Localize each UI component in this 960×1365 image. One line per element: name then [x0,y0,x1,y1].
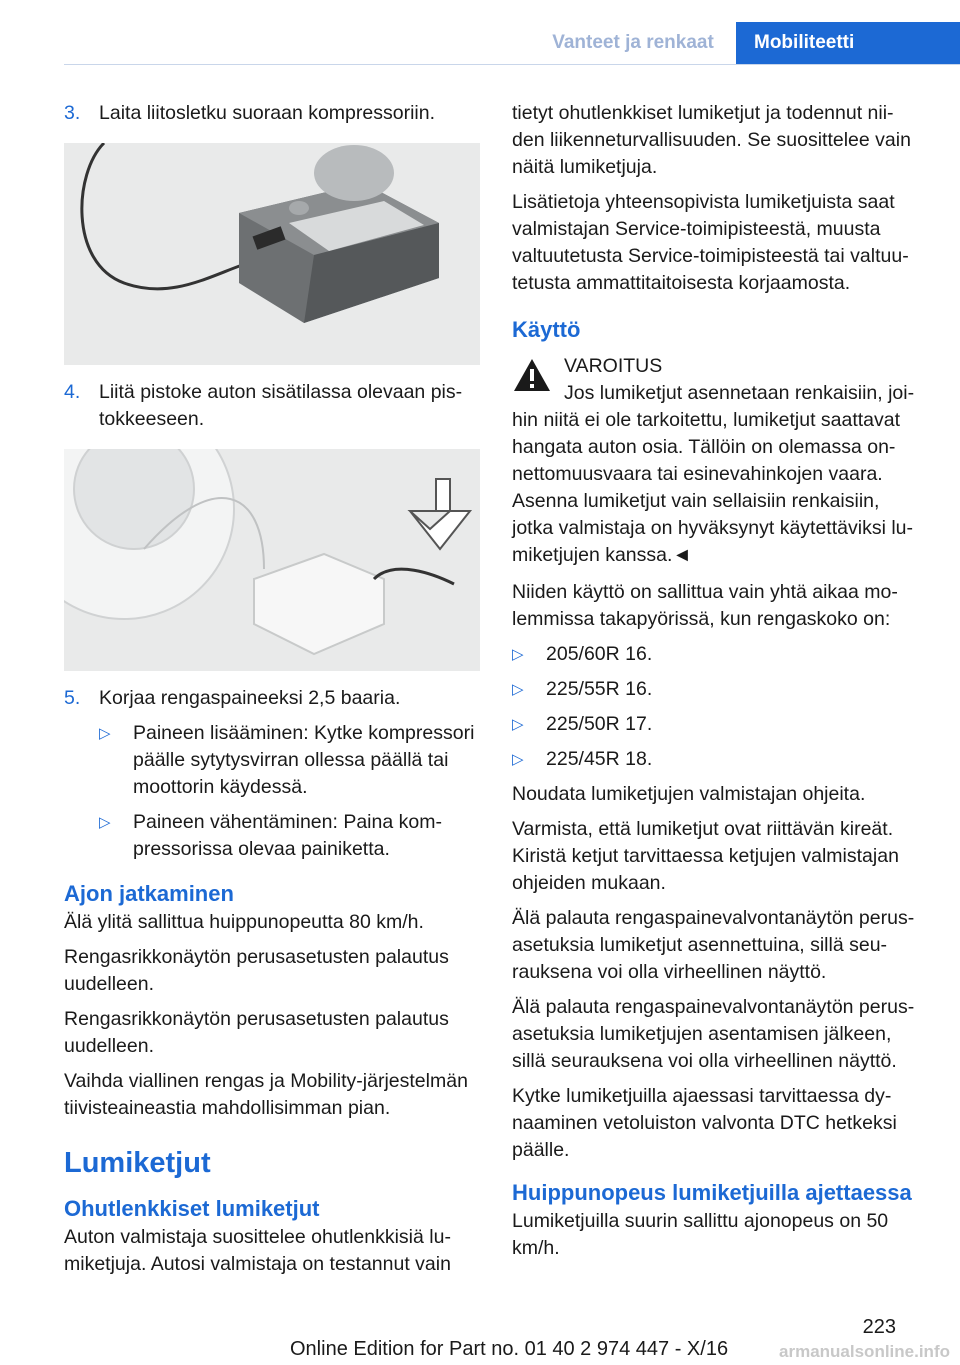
paragraph: Varmista, että lumiketjut ovat riittävän kireät. Kiristä ketjut tarvittaessa ketjujen valmistajan ohjeiden mukaan. [512,818,899,894]
step-number: 3. [64,102,81,124]
step-number: 5. [64,687,81,709]
step-5-bullets [99,720,480,863]
header-rule [64,64,960,65]
paragraph: Noudata lumiketjujen valmistajan ohjeita. [512,783,866,805]
step-5 [64,685,480,712]
step-text: Liitä pistoke auton sisätilassa olevaan pis-tokkeeseen. [99,381,463,430]
bullet-triangle-icon: ▷ [99,814,111,831]
paragraph: Auton valmistaja suosittelee ohutlenkkisiä lu-miketjuja. Autosi valmistaja on testannut vain [64,1226,451,1275]
list-item-text: 205/60R 16. [546,643,653,665]
list-item-text: 225/55R 16. [546,678,653,700]
paragraph: Rengasrikkonäytön perusasetusten palautus uudelleen. [64,946,449,995]
paragraph: Älä palauta rengaspainevalvontanäytön perus-asetuksia lumiketjut asennettuina, sillä seu-rauksena voi olla virheellinen näyttö. [512,907,915,983]
bullet-triangle-icon: ▷ [99,725,111,742]
page-number: 223 [862,1316,896,1338]
tab-section: Vanteet ja renkaat [552,32,714,53]
warning-triangle-icon [512,357,552,393]
list-item [99,720,480,801]
paragraph: Lumiketjuilla suurin sallittu ajonopeus on 50 km/h. [512,1210,889,1259]
list-item-text: Paineen lisääminen: Kytke kompressori päälle sytytysvirran ollessa päällä tai moottorin käydessä. [133,722,475,798]
list-item-text: 225/45R 18. [546,748,653,770]
paragraph: Rengasrikkonäytön perusasetusten palautus uudelleen. [64,1008,449,1057]
paragraph: Vaihda viallinen rengas ja Mobility-järjestelmän tiivisteaineastia mahdollisimman pian. [64,1070,468,1119]
watermark: armanualsonline.info [779,1342,950,1361]
section-heading: Käyttö [512,317,581,342]
warning-text: Jos lumiketjut asennetaan renkaisiin, joi-hin niitä ei ole tarkoitettu, lumiketjut saattavat hangata auton osia. Tällöin on olemassa on-nettomuusvaara tai esinevahinkojen vaara. Asenna lumiketjut vain sellaisiin renkaisiin, jotka valmistaja on hyväksynyt käytettäviksi lu-miketjujen kanssa.◄ [512,382,915,566]
list-item [512,746,924,773]
left-column [64,100,480,1286]
bullet-triangle-icon: ▷ [512,681,524,698]
chapter-title: Lumiketjut [64,1147,211,1179]
list-item [512,641,924,668]
list-item [99,809,480,863]
page-footer [0,1308,960,1362]
step-number: 4. [64,381,81,403]
tab-chapter: Mobiliteetti [736,22,960,64]
step-text: Laita liitosletku suoraan kompressoriin. [99,102,435,124]
section-heading: Ohutlenkkiset lumiketjut [64,1196,320,1221]
compressor-figure [64,143,480,365]
paragraph: Älä ylitä sallittua huippunopeutta 80 km/h. [64,911,424,933]
header-tabs [530,22,960,64]
bullet-triangle-icon: ▷ [512,716,524,733]
socket-illustration [64,449,480,671]
paragraph: Älä palauta rengaspainevalvontanäytön perus-asetuksia lumiketjujen asentamisen jälkeen, sillä seurauksena voi olla virheellinen näyttö. [512,996,915,1072]
list-item [512,676,924,703]
warning-block [512,353,924,569]
bullet-triangle-icon: ▷ [512,751,524,768]
step-4 [64,379,480,433]
right-column [512,100,924,1270]
section-heading: Ajon jatkaminen [64,881,234,906]
paragraph: Kytke lumiketjuilla ajaessasi tarvittaessa dy-naaminen vetoluiston valvonta DTC hetkeksi päälle. [512,1085,897,1161]
compressor-illustration [64,143,480,365]
list-item-text: 225/50R 17. [546,713,653,735]
list-item-text: Paineen vähentäminen: Paina kom-pressorissa olevaa painiketta. [133,811,442,860]
section-heading: Huippunopeus lumiketjuilla ajettaessa [512,1180,912,1205]
list-item [512,711,924,738]
paragraph: Lisätietoja yhteensopivista lumiketjuista saat valmistajan Service-toimipisteestä, muusta valtuutetusta Service-toimipisteestä tai valtuu-tetusta ammattitaitoisesta korjaamosta. [512,191,909,294]
socket-figure [64,449,480,671]
step-text: Korjaa rengaspaineeksi 2,5 baaria. [99,687,401,709]
edition-note: Online Edition for Part no. 01 40 2 974 447 - X/16 [290,1338,729,1360]
warning-title: VAROITUS [564,355,663,377]
paragraph: Niiden käyttö on sallittua vain yhtä aikaa mo-lemmissa takapyörissä, kun rengaskoko on: [512,581,898,630]
paragraph: tietyt ohutlenkkiset lumiketjut ja todennut nii-den liikenneturvallisuuden. Se suosittelee vain näitä lumiketjuja. [512,102,911,178]
step-3 [64,100,480,127]
bullet-triangle-icon: ▷ [512,646,524,663]
